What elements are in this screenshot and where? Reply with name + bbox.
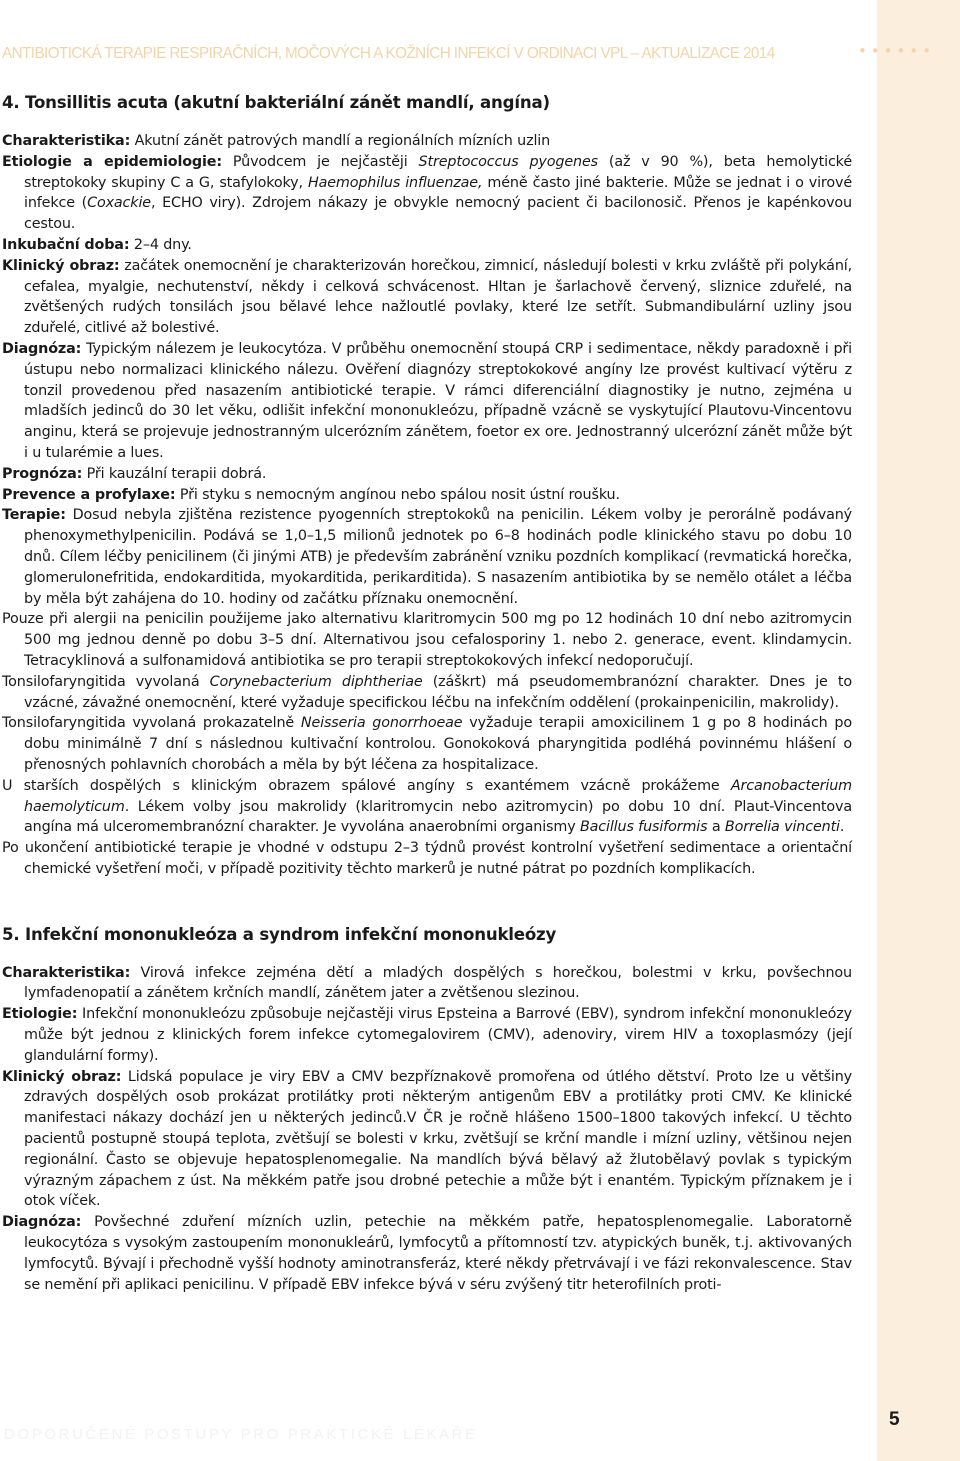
- label: Etiologie a epidemiologie:: [2, 153, 222, 170]
- text: (záškrt) má pseudomembranózní charakter. Dnes je to vzácné, závažné onemocnění, které vyžaduje specifickou léčbu na infekčním oddělení (prokainpenicilin, makrolidy).: [24, 673, 852, 711]
- label: Charakteristika:: [2, 964, 131, 981]
- label: Diagnóza:: [2, 340, 82, 357]
- species-name: Coxackie: [87, 195, 151, 212]
- document-body: [2, 92, 852, 1295]
- label: Prevence a profylaxe:: [2, 486, 176, 503]
- species-name: Arcanobacterium haemolyticum: [24, 777, 852, 815]
- section-4-heading: 4. Tonsillitis acuta (akutní bakteriální zánět mandlí, angína): [2, 93, 550, 112]
- species-name: Neisseria gonorrhoeae: [300, 715, 463, 732]
- footer-text: DOPORUČENÉ POSTUPY PRO PRAKTICKÉ LÉKAŘE: [4, 1426, 478, 1443]
- paragraph-diphtheria: [2, 672, 852, 714]
- text: začátek onemocnění je charakterizován horečkou, zimnicí, následují bolesti v krku zvláště při polykání, cefalea, myalgie, nechutenství, někdy i celková schvácenost. Hltan je šarlachově červený, sliznice zduřelé, na zvětšených rudých tonsilách jsou bělavé lehce nažloutlé povlaky, které lze setřít. Submandibulární uzliny jsou zduřelé, citlivé až bolestivé.: [24, 257, 853, 337]
- species-name: Haemophilus influenzae,: [307, 174, 483, 191]
- text: Při styku s nemocným angínou nebo spálou nosit ústní roušku.: [175, 486, 620, 503]
- section-gap: [2, 880, 852, 924]
- text: Dosud nebyla zjištěna rezistence pyogenních streptokoků na penicilin. Lékem volby je perorálně podávaný phenoxymethylpenicilin. Podává se 1,0–1,5 milionů jednotek po 6–8 hodinách podle klinického stavu po dobu 10 dnů. Cílem léčby penicilinem (či jinými ATB) je především zabránění vzniku pozdních komplikací (revmatická horečka, glomerulonefritida, endokarditida, myokarditida, perikarditida). S nasazením antibiotika by se nemělo otálet a léčba by měla být zahájena do 10. hodiny od začátku příznaku onemocnění.: [24, 507, 852, 607]
- page-number: 5: [889, 1409, 900, 1430]
- label: Inkubační doba:: [2, 236, 130, 253]
- paragraph-arcanobacterium: [2, 776, 852, 838]
- paragraph-prognosis: [2, 464, 852, 485]
- text: 2–4 dny.: [129, 236, 192, 253]
- paragraph-characteristics: [2, 963, 852, 1005]
- text: Původcem je nejčastěji: [221, 153, 419, 170]
- species-name: Bacillus fusiformis: [579, 819, 708, 836]
- paragraph-follow-up: Po ukončení antibiotické terapie je vhodné v odstupu 2–3 týdnů provést kontrolní vyšetření sedimentace a orientační chemické vyšetření moči, v případě pozitivity těchto markerů je nutné pátrat po pozdních komplikacích.: [2, 840, 852, 877]
- text: Lidská populace je viry EBV a CMV bezpříznakově promořena od útlého dětství. Proto lze u většiny zdravých dospělých osob prokázat protilátky proti některým antigenům EBV a protilátky proti CMV. Ke klinické manifestaci nákazy dochází jen u některých jedinců.V ČR je ročně hlášeno 1500–1800 takových infekcí. U těchto pacientů postupně stoupá teplota, zvětšují se bolesti v krku, zvětšují se krční mandle i mízní uzliny, většinou nejen regionální. Často se objevuje hepatosplenomegalie. Na mandlích bývá bělavý až žlutobělavý povlak s typickým výrazným zápachem z úst. Na měkkém patře jsou drobné petechie a může být i enantém. Typickým příznakem je i otok víček.: [24, 1068, 853, 1210]
- text: , ECHO viry). Zdrojem nákazy je obvykle nemocný pacient či bacilonosič. Přenos je kapénkovou cestou.: [24, 195, 852, 233]
- paragraph-gonorrhoeae: [2, 713, 852, 775]
- paragraph-allergy: Pouze při alergii na penicilin použijeme jako alternativu klaritromycin 500 mg po 12 hodinách 10 dní nebo azitromycin 500 mg jednou denně po dobu 3–5 dní. Alternativou jsou cefalosporiny 1. nebo 2. generace, event. klindamycin. Tetracyklinová a sulfonamidová antibiotika se pro terapii streptokokových infekcí nedoporučují.: [2, 611, 852, 669]
- text: Infekční mononukleózu způsobuje nejčastěji virus Epsteina a Barrové (EBV), syndrom infekční mononukleózy může být jednou z klinických forem infekce cytomegalovirem (CMV), adenoviry, virem HIV a toxoplasmózy (její glandulární formy).: [24, 1006, 852, 1064]
- species-name: Borrelia vincenti: [724, 819, 840, 836]
- paragraph-diagnosis: [2, 1212, 852, 1295]
- label: Klinický obraz:: [2, 1068, 122, 1085]
- paragraph-prevention: [2, 485, 852, 506]
- text: Akutní zánět patrových mandlí a regionálních mízních uzlin: [130, 133, 551, 149]
- paragraph-therapy: [2, 505, 852, 609]
- paragraph-incubation: [2, 235, 852, 256]
- label: Prognóza:: [2, 465, 83, 482]
- paragraph-diagnosis: [2, 339, 852, 464]
- label: Diagnóza:: [2, 1214, 82, 1231]
- text: Povšechné zduření mízních uzlin, petechie na měkkém patře, hepatosplenomegalie. Laboratorně leukocytóza s vysokým zastoupením mononukleárů, lymfocytů a přítomností tzv. atypických buněk, t.j. aktivovaných lymfocytů. Bývají i přechodně vyšší hodnoty aminotransferáz, které někdy přetrvávají i ve fázi rekonvalescence. Stav se nemění při aplikaci penicilinu. V případě EBV infekce bývá v séru zvýšený titr heterofilních proti-: [24, 1214, 852, 1293]
- species-name: Streptococcus pyogenes: [418, 153, 598, 170]
- text: Virová infekce zejména dětí a mladých dospělých s horečkou, bolestmi v krku, povšechnou lymfadenopatií a zánětem krčních mandlí, zánětem jater a zvětšenou slezinou.: [24, 964, 852, 1002]
- paragraph-etiology: [2, 1004, 852, 1066]
- label: Terapie:: [2, 507, 66, 524]
- label: Charakteristika:: [2, 133, 131, 149]
- text: a: [707, 819, 725, 836]
- text: Tonsilofaryngitida vyvolaná prokazatelně: [2, 715, 301, 732]
- text: .: [839, 819, 845, 836]
- paragraph-clinical-picture: [2, 256, 852, 339]
- text: méně často jiné bakterie. Může se jednat i o virové infekce (: [24, 174, 852, 212]
- text: U starších dospělých s klinickým obrazem spálové angíny s exantémem vzácně prokážeme: [2, 777, 731, 794]
- running-header: ANTIBIOTICKÁ TERAPIE RESPIRAČNÍCH, MOČOVÝCH A KOŽNÍCH INFEKCÍ V ORDINACI VPL – AKTUALIZACE 2014: [2, 45, 775, 62]
- text: . Lékem volby jsou makrolidy (klaritromycin nebo azitromycin) po dobu 10 dní. Plaut-Vincentova angína má ulceromembranózní charakter. Je vyvolána anaerobními organismy: [24, 798, 852, 836]
- text: (až v 90 %), beta hemolytické streptokoky skupiny C a G, stafylokoky,: [24, 153, 852, 191]
- text: Typickým nálezem je leukocytóza. V průběhu onemocnění stoupá CRP i sedimentace, někdy paradoxně i při ústupu nebo normalizaci klinického nálezu. Ověření diagnózy streptokokové angíny lze provést kultivací výtěru z tonzil provedenou před nasazením antibiotické terapie. V rámci diferenciální diagnostiky je nutno, zejména u mladších jedinců do 30 let věku, odlišit infekční mononukleózu, případně vzácně se vyskytující Plautovu-Vincentovu anginu, která se projevuje jednostranným ulcerózním zánětem, foetor ex ore. Jednostranný ulcerózní zánět může být i u tularémie a lues.: [24, 340, 852, 461]
- text: Při kauzální terapii dobrá.: [82, 465, 267, 482]
- text: Tonsilofaryngitida vyvolaná: [2, 673, 210, 690]
- label: Etiologie:: [2, 1006, 78, 1023]
- side-color-strip: [877, 0, 960, 1461]
- paragraph-etiology: [2, 152, 852, 235]
- label: Klinický obraz:: [2, 257, 120, 274]
- paragraph-clinical-picture: [2, 1067, 852, 1213]
- paragraph-characteristics: [2, 131, 852, 152]
- section-5-heading: 5. Infekční mononukleóza a syndrom infekční mononukleózy: [2, 924, 557, 944]
- text: vyžaduje terapii amoxicilinem 1 g po 8 hodinách po dobu minimálně 7 dní s následnou kultivační kontrolou. Gonokoková pharyngitida podléhá povinnému hlášení o přenosných pohlavních chorobách a měla by být léčena za hospitalizace.: [24, 715, 852, 773]
- species-name: Corynebacterium diphtheriae: [209, 673, 423, 690]
- header-dots: ••••••: [858, 42, 936, 60]
